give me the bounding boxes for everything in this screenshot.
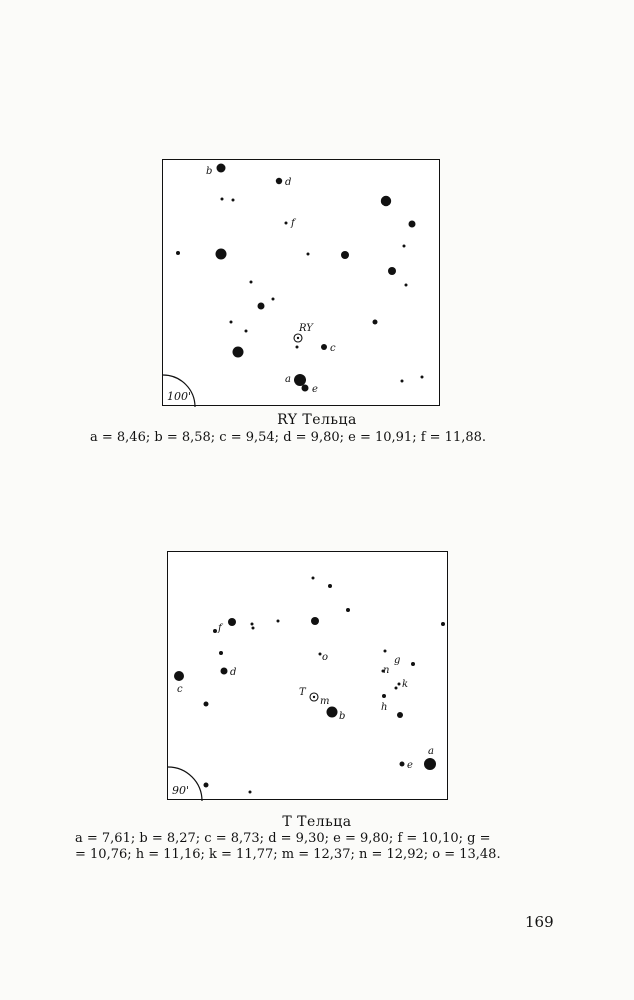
star-t-7: [252, 627, 255, 630]
star-ry-26: [421, 376, 424, 379]
star-t-8: [277, 620, 280, 623]
label-ry-ry: RY: [299, 323, 313, 334]
star-ry-1: [221, 198, 224, 201]
star-field-t-tau: [168, 552, 449, 801]
star-field-ry-tau: [163, 160, 441, 407]
star-ry-20: [296, 346, 299, 349]
star-t-16: [411, 662, 415, 666]
star-ry-10: [341, 251, 349, 259]
star-ry-17: [230, 321, 233, 324]
label-ry-b: b: [206, 166, 213, 177]
label-t-c: c: [177, 684, 183, 695]
magnitudes-t-tau-line-2: = 10,76; h = 11,16; k = 11,77; m = 12,37; n = 12,92; o = 13,48.: [75, 847, 501, 862]
star-t-22: [327, 707, 338, 718]
star-t-24: [249, 791, 252, 794]
star-ry-21: [321, 344, 327, 350]
label-t-f: f: [218, 623, 222, 634]
star-ry-16: [272, 298, 275, 301]
star-ry-22: [233, 347, 244, 358]
variable-star-t-center: [313, 696, 315, 698]
label-ry-a: a: [285, 374, 291, 385]
label-ry-f: f: [291, 218, 295, 229]
star-t-2: [346, 608, 350, 612]
star-t-3: [441, 622, 445, 626]
star-t-25: [400, 762, 405, 767]
label-t-k: k: [402, 679, 409, 690]
star-ry-18: [245, 330, 248, 333]
star-ry-9: [307, 253, 310, 256]
star-ry-11: [403, 245, 406, 248]
star-t-23: [204, 783, 209, 788]
label-t-o: o: [322, 652, 329, 663]
label-t-e: e: [407, 760, 413, 771]
star-t-0: [312, 577, 315, 580]
page-number: 169: [525, 913, 554, 931]
star-ry-2: [232, 199, 235, 202]
star-ry-7: [176, 251, 180, 255]
label-t-a: a: [428, 746, 434, 757]
magnitudes-ry-tau: a = 8,46; b = 8,58; c = 9,54; d = 9,80; e = 10,91; f = 11,88.: [90, 430, 487, 445]
star-ry-6: [285, 222, 288, 225]
label-ry-e: e: [312, 384, 318, 395]
star-t-5: [213, 629, 217, 633]
label-t-t: T: [299, 687, 306, 698]
field-angle-t: 90': [172, 784, 190, 797]
star-t-13: [204, 702, 209, 707]
star-ry-8: [216, 249, 227, 260]
star-chart-t-tau: [167, 551, 448, 800]
label-ry-c: c: [330, 343, 336, 354]
star-ry-25: [401, 380, 404, 383]
star-t-26: [424, 758, 436, 770]
star-t-6: [251, 623, 254, 626]
variable-star-ry-center: [297, 337, 299, 339]
star-t-12: [174, 671, 184, 681]
star-ry-12: [388, 267, 396, 275]
star-ry-13: [250, 281, 253, 284]
star-t-11: [221, 668, 228, 675]
chart-title-ry-tau: RY Тельца: [277, 412, 357, 428]
label-t-g: g: [394, 655, 401, 666]
label-t-n: n: [383, 665, 390, 676]
chart-title-t-tau: T Тельца: [282, 814, 352, 830]
star-ry-19: [373, 320, 378, 325]
star-ry-14: [405, 284, 408, 287]
star-t-9: [311, 617, 319, 625]
star-ry-5: [409, 221, 416, 228]
label-t-m: m: [320, 696, 330, 707]
star-t-18: [398, 683, 401, 686]
label-t-d: d: [230, 667, 237, 678]
star-ry-23: [294, 374, 306, 386]
star-t-4: [228, 618, 236, 626]
star-ry-4: [381, 196, 391, 206]
magnitudes-t-tau-line-1: a = 7,61; b = 8,27; c = 8,73; d = 9,30; e = 9,80; f = 10,10; g =: [75, 831, 491, 846]
star-t-15: [384, 650, 387, 653]
label-t-h: h: [381, 702, 388, 713]
star-t-1: [328, 584, 332, 588]
star-ry-0: [217, 164, 226, 173]
star-ry-15: [258, 303, 265, 310]
label-ry-d: d: [285, 177, 292, 188]
star-t-10: [219, 651, 223, 655]
star-t-21: [397, 712, 403, 718]
star-t-19: [395, 687, 398, 690]
star-t-20: [382, 694, 386, 698]
star-ry-24: [302, 385, 309, 392]
label-t-b: b: [339, 711, 346, 722]
star-chart-ry-tau: [162, 159, 440, 406]
star-ry-3: [276, 178, 282, 184]
field-angle-ry: 100': [167, 390, 192, 403]
